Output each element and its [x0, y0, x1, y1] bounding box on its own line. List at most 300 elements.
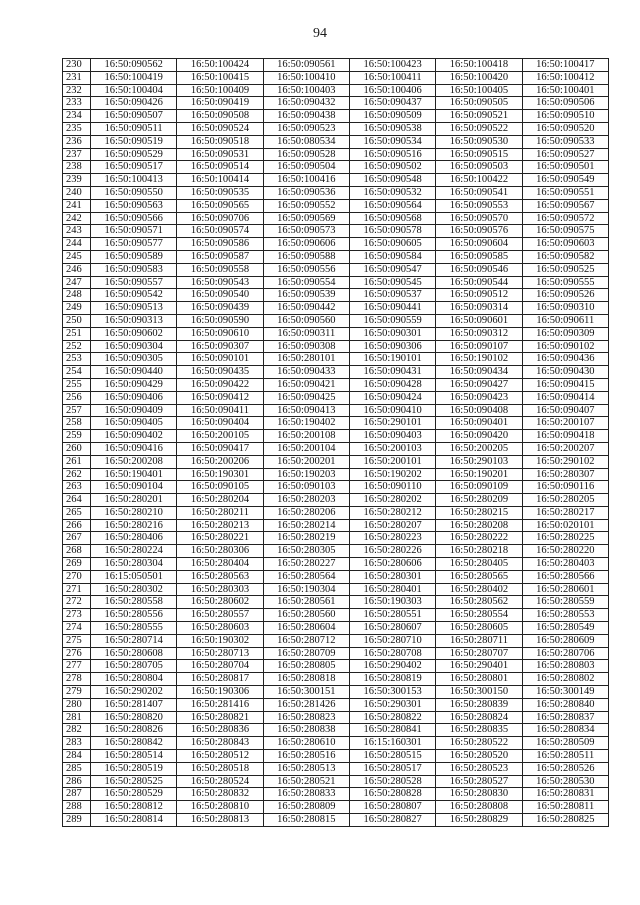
cadastral-number-cell: 16:50:280218: [436, 545, 522, 558]
cadastral-number-cell: 16:50:090539: [263, 289, 349, 302]
row-number-cell: 243: [63, 225, 91, 238]
table-row: [63, 673, 609, 686]
cadastral-number-cell: 16:50:090502: [349, 161, 435, 174]
cadastral-number-cell: 16:50:190102: [436, 353, 522, 366]
cadastral-number-cell: 16:50:280843: [177, 737, 263, 750]
cadastral-number-cell: 16:50:090588: [263, 250, 349, 263]
table-row: [63, 417, 609, 430]
cadastral-number-cell: 16:50:280821: [177, 711, 263, 724]
cadastral-number-cell: 16:50:090534: [349, 135, 435, 148]
table-row: [63, 97, 609, 110]
table-row: [63, 494, 609, 507]
cadastral-number-cell: 16:50:090515: [436, 148, 522, 161]
cadastral-number-cell: 16:50:090562: [91, 59, 177, 72]
cadastral-number-cell: 16:50:280608: [91, 647, 177, 660]
cadastral-number-cell: 16:50:090435: [177, 366, 263, 379]
cadastral-number-cell: 16:50:280101: [263, 353, 349, 366]
cadastral-number-cell: 16:50:280401: [349, 583, 435, 596]
cadastral-number-cell: 16:50:200101: [349, 455, 435, 468]
table-row: [63, 506, 609, 519]
cadastral-number-cell: 16:50:200206: [177, 455, 263, 468]
cadastral-number-cell: 16:50:090529: [91, 148, 177, 161]
cadastral-number-cell: 16:50:280516: [263, 750, 349, 763]
cadastral-number-cell: 16:50:280824: [436, 711, 522, 724]
cadastral-number-cell: 16:50:280302: [91, 583, 177, 596]
table-row: [63, 327, 609, 340]
cadastral-number-cell: 16:50:090568: [349, 212, 435, 225]
cadastral-number-cell: 16:50:090537: [349, 289, 435, 302]
cadastral-number-cell: 16:50:280603: [177, 622, 263, 635]
cadastral-number-cell: 16:50:280402: [436, 583, 522, 596]
cadastral-number-cell: 16:50:280809: [263, 801, 349, 814]
cadastral-number-cell: 16:50:090514: [177, 161, 263, 174]
cadastral-number-cell: 16:50:090311: [263, 327, 349, 340]
cadastral-number-cell: 16:50:280527: [436, 775, 522, 788]
row-number-cell: 274: [63, 622, 91, 635]
cadastral-number-cell: 16:50:090611: [522, 314, 608, 327]
cadastral-number-cell: 16:50:090604: [436, 238, 522, 251]
cadastral-number-cell: 16:50:090570: [436, 212, 522, 225]
cadastral-number-cell: 16:50:280817: [177, 673, 263, 686]
cadastral-number-cell: 16:50:281416: [177, 698, 263, 711]
cadastral-number-cell: 16:50:090582: [522, 250, 608, 263]
cadastral-number-cell: 16:50:090546: [436, 263, 522, 276]
cadastral-number-cell: 16:50:280224: [91, 545, 177, 558]
table-row: [63, 596, 609, 609]
cadastral-number-cell: 16:50:280523: [436, 762, 522, 775]
row-number-cell: 255: [63, 378, 91, 391]
cadastral-number-cell: 16:50:280705: [91, 660, 177, 673]
row-number-cell: 265: [63, 506, 91, 519]
row-number-cell: 256: [63, 391, 91, 404]
cadastral-number-cell: 16:50:280520: [436, 750, 522, 763]
cadastral-number-cell: 16:50:280210: [91, 506, 177, 519]
cadastral-number-cell: 16:50:100413: [91, 174, 177, 187]
cadastral-number-cell: 16:50:090706: [177, 212, 263, 225]
cadastral-number-table: [62, 58, 609, 827]
cadastral-number-cell: 16:50:280813: [177, 814, 263, 827]
cadastral-number-cell: 16:50:090511: [91, 122, 177, 135]
cadastral-number-cell: 16:50:190302: [177, 634, 263, 647]
cadastral-number-cell: 16:50:280827: [349, 814, 435, 827]
cadastral-number-cell: 16:50:280837: [522, 711, 608, 724]
cadastral-number-cell: 16:50:190304: [263, 583, 349, 596]
cadastral-number-cell: 16:50:100410: [263, 71, 349, 84]
row-number-cell: 283: [63, 737, 91, 750]
cadastral-number-cell: 16:50:280227: [263, 558, 349, 571]
cadastral-number-cell: 16:50:280831: [522, 788, 608, 801]
row-number-cell: 270: [63, 570, 91, 583]
cadastral-number-cell: 16:50:280822: [349, 711, 435, 724]
cadastral-number-cell: 16:50:280564: [263, 570, 349, 583]
row-number-cell: 240: [63, 186, 91, 199]
cadastral-number-cell: 16:50:280811: [522, 801, 608, 814]
cadastral-number-cell: 16:50:290102: [522, 455, 608, 468]
cadastral-number-cell: 16:50:280551: [349, 609, 435, 622]
cadastral-number-cell: 16:50:280607: [349, 622, 435, 635]
row-number-cell: 273: [63, 609, 91, 622]
row-number-cell: 234: [63, 110, 91, 123]
row-number-cell: 254: [63, 366, 91, 379]
cadastral-number-cell: 16:50:090571: [91, 225, 177, 238]
cadastral-number-cell: 16:50:090414: [522, 391, 608, 404]
cadastral-number-cell: 16:50:090564: [349, 199, 435, 212]
row-number-cell: 271: [63, 583, 91, 596]
table-row: [63, 788, 609, 801]
cadastral-number-cell: 16:50:090584: [349, 250, 435, 263]
row-number-cell: 266: [63, 519, 91, 532]
cadastral-number-cell: 16:50:280842: [91, 737, 177, 750]
cadastral-number-cell: 16:50:090313: [91, 314, 177, 327]
cadastral-number-cell: 16:50:200201: [263, 455, 349, 468]
cadastral-number-cell: 16:50:090543: [177, 276, 263, 289]
row-number-cell: 259: [63, 430, 91, 443]
cadastral-number-cell: 16:50:090433: [263, 366, 349, 379]
row-number-cell: 244: [63, 238, 91, 251]
row-number-cell: 258: [63, 417, 91, 430]
cadastral-number-cell: 16:50:280707: [436, 647, 522, 660]
cadastral-number-cell: 16:50:090431: [349, 366, 435, 379]
cadastral-number-cell: 16:50:090585: [436, 250, 522, 263]
cadastral-number-cell: 16:50:090566: [91, 212, 177, 225]
table-row: [63, 583, 609, 596]
cadastral-number-cell: 16:50:090413: [263, 404, 349, 417]
cadastral-number-cell: 16:50:090548: [349, 174, 435, 187]
cadastral-number-cell: 16:50:090430: [522, 366, 608, 379]
cadastral-number-cell: 16:50:100401: [522, 84, 608, 97]
cadastral-number-cell: 16:50:280405: [436, 558, 522, 571]
cadastral-number-cell: 16:50:090312: [436, 327, 522, 340]
row-number-cell: 247: [63, 276, 91, 289]
cadastral-number-cell: 16:50:200105: [177, 430, 263, 443]
cadastral-number-cell: 16:50:090586: [177, 238, 263, 251]
cadastral-number-cell: 16:50:100422: [436, 174, 522, 187]
cadastral-number-cell: 16:50:280815: [263, 814, 349, 827]
cadastral-number-cell: 16:50:280601: [522, 583, 608, 596]
cadastral-number-cell: 16:50:280802: [522, 673, 608, 686]
cadastral-number-cell: 16:50:280830: [436, 788, 522, 801]
row-number-cell: 242: [63, 212, 91, 225]
cadastral-number-cell: 16:50:280517: [349, 762, 435, 775]
cadastral-number-cell: 16:50:281426: [263, 698, 349, 711]
cadastral-number-cell: 16:50:090309: [522, 327, 608, 340]
row-number-cell: 249: [63, 302, 91, 315]
table-row: [63, 250, 609, 263]
cadastral-number-cell: 16:50:200207: [522, 442, 608, 455]
cadastral-number-cell: 16:50:280222: [436, 532, 522, 545]
cadastral-number-cell: 16:50:280404: [177, 558, 263, 571]
cadastral-number-cell: 16:50:090532: [349, 186, 435, 199]
cadastral-number-cell: 16:50:100416: [263, 174, 349, 187]
cadastral-number-cell: 16:50:090412: [177, 391, 263, 404]
cadastral-number-cell: 16:50:090504: [263, 161, 349, 174]
cadastral-number-cell: 16:50:280304: [91, 558, 177, 571]
cadastral-number-cell: 16:50:090415: [522, 378, 608, 391]
cadastral-number-cell: 16:50:090402: [91, 430, 177, 443]
cadastral-number-cell: 16:50:280838: [263, 724, 349, 737]
cadastral-number-cell: 16:50:090551: [522, 186, 608, 199]
cadastral-number-cell: 16:50:280561: [263, 596, 349, 609]
cadastral-number-cell: 16:50:090547: [349, 263, 435, 276]
cadastral-number-cell: 16:50:090408: [436, 404, 522, 417]
cadastral-number-cell: 16:50:090576: [436, 225, 522, 238]
cadastral-number-cell: 16:50:280515: [349, 750, 435, 763]
cadastral-number-cell: 16:50:090572: [522, 212, 608, 225]
cadastral-number-cell: 16:50:090563: [91, 199, 177, 212]
row-number-cell: 275: [63, 634, 91, 647]
cadastral-number-cell: 16:50:280553: [522, 609, 608, 622]
cadastral-number-cell: 16:50:090109: [436, 481, 522, 494]
row-number-cell: 236: [63, 135, 91, 148]
cadastral-number-cell: 16:50:100420: [436, 71, 522, 84]
cadastral-number-cell: 16:50:280220: [522, 545, 608, 558]
table-row: [63, 84, 609, 97]
cadastral-number-cell: 16:50:280215: [436, 506, 522, 519]
cadastral-number-cell: 16:50:090550: [91, 186, 177, 199]
cadastral-number-cell: 16:50:280565: [436, 570, 522, 583]
cadastral-number-cell: 16:50:090419: [177, 97, 263, 110]
cadastral-number-cell: 16:50:280525: [91, 775, 177, 788]
row-number-cell: 230: [63, 59, 91, 72]
cadastral-number-cell: 16:50:280530: [522, 775, 608, 788]
cadastral-number-cell: 16:50:100414: [177, 174, 263, 187]
cadastral-number-cell: 16:50:090423: [436, 391, 522, 404]
cadastral-number-cell: 16:50:090565: [177, 199, 263, 212]
cadastral-number-cell: 16:50:090512: [436, 289, 522, 302]
cadastral-number-cell: 16:50:090523: [263, 122, 349, 135]
cadastral-number-cell: 16:50:090520: [522, 122, 608, 135]
cadastral-number-cell: 16:50:280812: [91, 801, 177, 814]
cadastral-number-cell: 16:50:100411: [349, 71, 435, 84]
cadastral-number-cell: 16:50:090577: [91, 238, 177, 251]
table-row: [63, 442, 609, 455]
cadastral-number-cell: 16:50:090573: [263, 225, 349, 238]
table-row: [63, 698, 609, 711]
cadastral-number-cell: 16:50:090427: [436, 378, 522, 391]
cadastral-number-cell: 16:50:090606: [263, 238, 349, 251]
cadastral-number-cell: 16:50:280221: [177, 532, 263, 545]
cadastral-number-cell: 16:50:280820: [91, 711, 177, 724]
cadastral-number-cell: 16:50:090104: [91, 481, 177, 494]
cadastral-number-cell: 16:50:090575: [522, 225, 608, 238]
cadastral-number-cell: 16:50:100424: [177, 59, 263, 72]
cadastral-number-cell: 16:50:090422: [177, 378, 263, 391]
cadastral-number-cell: 16:50:190306: [177, 686, 263, 699]
table-row: [63, 161, 609, 174]
cadastral-number-cell: 16:50:280609: [522, 634, 608, 647]
cadastral-number-cell: 16:50:090574: [177, 225, 263, 238]
cadastral-number-cell: 16:50:280710: [349, 634, 435, 647]
cadastral-number-cell: 16:50:090508: [177, 110, 263, 123]
cadastral-number-cell: 16:50:280807: [349, 801, 435, 814]
cadastral-number-cell: 16:50:090501: [522, 161, 608, 174]
cadastral-number-cell: 16:50:280819: [349, 673, 435, 686]
cadastral-number-cell: 16:50:090587: [177, 250, 263, 263]
cadastral-number-cell: 16:50:280301: [349, 570, 435, 583]
cadastral-number-cell: 16:50:300150: [436, 686, 522, 699]
row-number-cell: 277: [63, 660, 91, 673]
cadastral-number-cell: 16:50:090406: [91, 391, 177, 404]
row-number-cell: 264: [63, 494, 91, 507]
row-number-cell: 241: [63, 199, 91, 212]
row-number-cell: 248: [63, 289, 91, 302]
cadastral-number-cell: 16:50:280518: [177, 762, 263, 775]
row-number-cell: 252: [63, 340, 91, 353]
cadastral-number-cell: 16:50:190303: [349, 596, 435, 609]
cadastral-number-cell: 16:50:090552: [263, 199, 349, 212]
cadastral-number-cell: 16:50:090305: [91, 353, 177, 366]
cadastral-number-cell: 16:50:280555: [91, 622, 177, 635]
cadastral-number-cell: 16:50:090103: [263, 481, 349, 494]
table-row: [63, 519, 609, 532]
table-row: [63, 238, 609, 251]
cadastral-number-cell: 16:50:280804: [91, 673, 177, 686]
table-row: [63, 59, 609, 72]
row-number-cell: 251: [63, 327, 91, 340]
cadastral-number-cell: 16:50:280211: [177, 506, 263, 519]
cadastral-number-cell: 16:50:280205: [522, 494, 608, 507]
table-row: [63, 276, 609, 289]
cadastral-number-cell: 16:50:280801: [436, 673, 522, 686]
cadastral-number-cell: 16:50:280833: [263, 788, 349, 801]
cadastral-number-cell: 16:50:300153: [349, 686, 435, 699]
cadastral-number-cell: 16:50:200103: [349, 442, 435, 455]
cadastral-number-cell: 16:50:280511: [522, 750, 608, 763]
cadastral-number-cell: 16:50:090421: [263, 378, 349, 391]
cadastral-number-cell: 16:50:090439: [177, 302, 263, 315]
row-number-cell: 231: [63, 71, 91, 84]
table-row: [63, 609, 609, 622]
cadastral-number-cell: 16:50:090404: [177, 417, 263, 430]
cadastral-number-cell: 16:50:280708: [349, 647, 435, 660]
row-number-cell: 278: [63, 673, 91, 686]
cadastral-number-cell: 16:50:090528: [263, 148, 349, 161]
cadastral-number-cell: 16:50:090510: [522, 110, 608, 123]
cadastral-number-cell: 16:50:090578: [349, 225, 435, 238]
cadastral-number-cell: 16:50:090533: [522, 135, 608, 148]
cadastral-number-cell: 16:50:280562: [436, 596, 522, 609]
row-number-cell: 253: [63, 353, 91, 366]
cadastral-number-cell: 16:50:290103: [436, 455, 522, 468]
table-row: [63, 212, 609, 225]
table-row: [63, 314, 609, 327]
cadastral-number-cell: 16:50:280814: [91, 814, 177, 827]
cadastral-number-cell: 16:50:280549: [522, 622, 608, 635]
cadastral-number-cell: 16:50:280704: [177, 660, 263, 673]
cadastral-number-cell: 16:50:280513: [263, 762, 349, 775]
cadastral-number-cell: 16:50:090105: [177, 481, 263, 494]
cadastral-number-cell: 16:50:280826: [91, 724, 177, 737]
table-row: [63, 647, 609, 660]
cadastral-number-cell: 16:50:090429: [91, 378, 177, 391]
cadastral-number-cell: 16:50:090590: [177, 314, 263, 327]
table-row: [63, 135, 609, 148]
cadastral-number-cell: 16:50:090531: [177, 148, 263, 161]
cadastral-number-cell: 16:50:090555: [522, 276, 608, 289]
table-row: [63, 455, 609, 468]
cadastral-number-cell: 16:50:280209: [436, 494, 522, 507]
cadastral-number-cell: 16:50:280521: [263, 775, 349, 788]
cadastral-number-cell: 16:50:090556: [263, 263, 349, 276]
cadastral-number-cell: 16:50:290202: [91, 686, 177, 699]
table-row: [63, 199, 609, 212]
cadastral-number-cell: 16:50:090102: [522, 340, 608, 353]
cadastral-number-cell: 16:50:280805: [263, 660, 349, 673]
cadastral-number-cell: 16:50:280606: [349, 558, 435, 571]
row-number-cell: 272: [63, 596, 91, 609]
cadastral-number-cell: 16:50:090426: [91, 97, 177, 110]
cadastral-number-cell: 16:50:280560: [263, 609, 349, 622]
cadastral-number-cell: 16:50:280605: [436, 622, 522, 635]
cadastral-number-cell: 16:50:090301: [349, 327, 435, 340]
table-row: [63, 71, 609, 84]
cadastral-number-cell: 16:50:280834: [522, 724, 608, 737]
row-number-cell: 261: [63, 455, 91, 468]
cadastral-number-cell: 16:50:280219: [263, 532, 349, 545]
table-row: [63, 366, 609, 379]
table-row: [63, 558, 609, 571]
cadastral-number-cell: 16:50:090517: [91, 161, 177, 174]
cadastral-number-cell: 16:50:280556: [91, 609, 177, 622]
row-number-cell: 262: [63, 468, 91, 481]
cadastral-number-cell: 16:50:200104: [263, 442, 349, 455]
cadastral-number-cell: 16:50:200208: [91, 455, 177, 468]
cadastral-number-cell: 16:50:090526: [522, 289, 608, 302]
cadastral-number-cell: 16:50:090530: [436, 135, 522, 148]
cadastral-number-cell: 16:50:280406: [91, 532, 177, 545]
cadastral-number-cell: 16:50:090107: [436, 340, 522, 353]
cadastral-number-cell: 16:50:090407: [522, 404, 608, 417]
cadastral-number-cell: 16:50:280214: [263, 519, 349, 532]
cadastral-number-cell: 16:50:280213: [177, 519, 263, 532]
cadastral-number-cell: 16:50:290301: [349, 698, 435, 711]
cadastral-number-cell: 16:50:090424: [349, 391, 435, 404]
table-row: [63, 660, 609, 673]
cadastral-number-cell: 16:50:280529: [91, 788, 177, 801]
cadastral-number-cell: 16:50:280841: [349, 724, 435, 737]
cadastral-number-cell: 16:50:190203: [263, 468, 349, 481]
row-number-cell: 282: [63, 724, 91, 737]
cadastral-number-cell: 16:50:100415: [177, 71, 263, 84]
row-number-cell: 237: [63, 148, 91, 161]
cadastral-number-cell: 16:50:280204: [177, 494, 263, 507]
row-number-cell: 280: [63, 698, 91, 711]
table-row: [63, 263, 609, 276]
cadastral-number-cell: 16:50:280835: [436, 724, 522, 737]
cadastral-number-cell: 16:50:100409: [177, 84, 263, 97]
table-row: [63, 532, 609, 545]
row-number-cell: 250: [63, 314, 91, 327]
cadastral-number-cell: 16:50:090110: [349, 481, 435, 494]
row-number-cell: 286: [63, 775, 91, 788]
table-row: [63, 634, 609, 647]
cadastral-number-cell: 16:50:300149: [522, 686, 608, 699]
cadastral-number-cell: 16:50:280557: [177, 609, 263, 622]
cadastral-number-cell: 16:50:190101: [349, 353, 435, 366]
cadastral-number-cell: 16:50:280207: [349, 519, 435, 532]
cadastral-number-cell: 16:50:280610: [263, 737, 349, 750]
cadastral-number-cell: 16:50:280566: [522, 570, 608, 583]
table-row: [63, 353, 609, 366]
cadastral-number-cell: 16:50:090116: [522, 481, 608, 494]
cadastral-number-cell: 16:50:090405: [91, 417, 177, 430]
cadastral-number-cell: 16:50:280558: [91, 596, 177, 609]
cadastral-number-cell: 16:50:080534: [263, 135, 349, 148]
cadastral-number-cell: 16:50:100418: [436, 59, 522, 72]
cadastral-number-cell: 16:50:090605: [349, 238, 435, 251]
cadastral-number-cell: 16:50:280225: [522, 532, 608, 545]
row-number-cell: 268: [63, 545, 91, 558]
